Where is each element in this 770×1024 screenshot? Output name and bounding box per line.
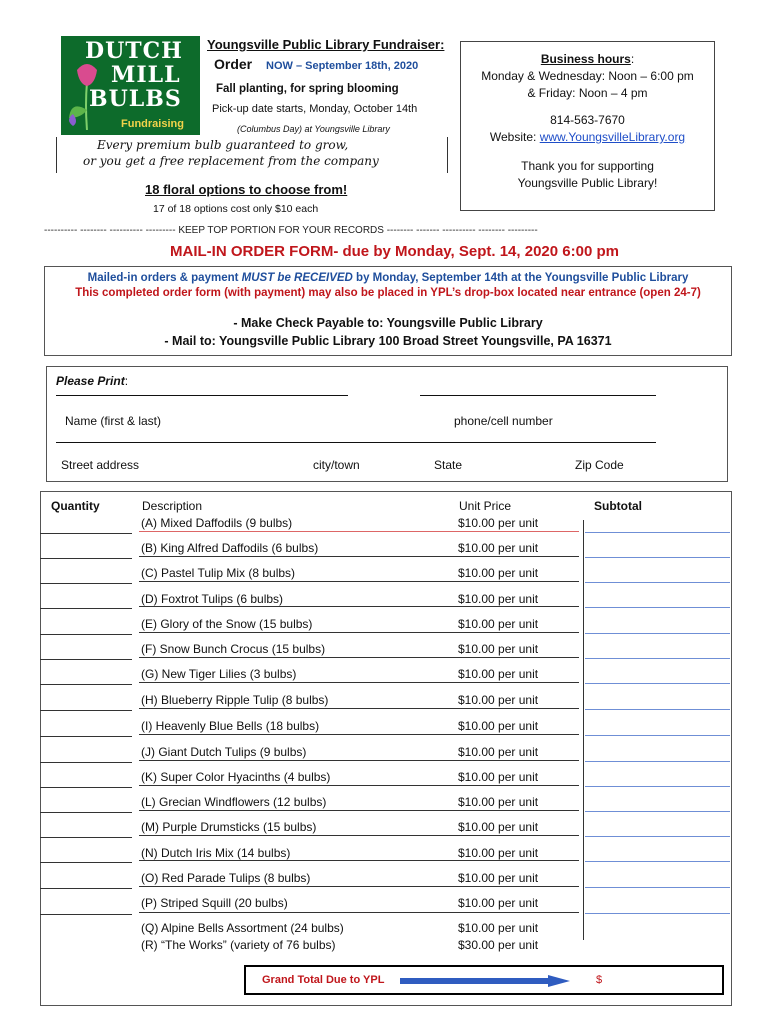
order-label: Order (214, 56, 253, 72)
name-field[interactable] (56, 395, 348, 396)
thanks-line-1: Thank you for supporting (521, 159, 654, 173)
row-description: (G) New Tiger Lilies (3 bulbs) (141, 667, 297, 681)
row-unit-price: $30.00 per unit (458, 938, 539, 952)
quantity-field[interactable] (40, 862, 132, 863)
website-link[interactable]: www.YoungsvilleLibrary.org (539, 130, 686, 144)
mail-in-title: MAIL-IN ORDER FORM- due by Monday, Sept. 14, 2020 6:00 pm (170, 243, 619, 260)
mail-to-line: - Mail to: Youngsville Public Library 100 Broad Street Youngsville, PA 16371 (164, 334, 612, 348)
row-unit-price: $10.00 per unit (458, 719, 539, 733)
row-unit-price: $10.00 per unit (458, 541, 539, 555)
subtotal-field[interactable] (585, 633, 730, 634)
subtotal-field[interactable] (585, 557, 730, 558)
row-unit-price: $10.00 per unit (458, 642, 539, 656)
subtotal-field[interactable] (585, 709, 730, 710)
row-divider (139, 835, 579, 836)
subtotal-field[interactable] (585, 913, 730, 914)
row-unit-price: $10.00 per unit (458, 516, 539, 530)
row-divider (139, 556, 579, 557)
row-description: (B) King Alfred Daffodils (6 bulbs) (141, 541, 319, 555)
quantity-field[interactable] (40, 608, 132, 609)
website-line: Website: www.YoungsvilleLibrary.org (489, 130, 686, 144)
subtotal-field[interactable] (585, 582, 730, 583)
row-unit-price: $10.00 per unit (458, 617, 539, 631)
pickup-date: Pick-up date starts, Monday, October 14th (212, 103, 418, 115)
row-description: (P) Striped Squill (20 bulbs) (141, 896, 288, 910)
row-description: (M) Purple Drumsticks (15 bulbs) (141, 820, 317, 834)
row-unit-price: $10.00 per unit (458, 795, 539, 809)
check-payable-line: - Make Check Payable to: Youngsville Public Library (233, 316, 543, 330)
row-description: (L) Grecian Windflowers (12 bulbs) (141, 795, 327, 809)
address-field[interactable] (56, 442, 656, 443)
city-label: city/town (313, 458, 360, 472)
mailed-orders-line: Mailed-in orders & payment MUST be RECEIVED by Monday, September 14th at the Youngsville Public Library (87, 272, 689, 284)
subtotal-field[interactable] (585, 607, 730, 608)
row-divider (139, 682, 579, 683)
guarantee-line-2: or you get a free replacement from the company (83, 154, 379, 168)
quantity-field[interactable] (40, 684, 132, 685)
subtotal-field[interactable] (585, 811, 730, 812)
subtotal-field[interactable] (585, 861, 730, 862)
unit-price-header: Unit Price (459, 499, 512, 513)
hours-line-1: Monday & Wednesday: Noon – 6:00 pm (481, 69, 694, 83)
guarantee-box (56, 137, 448, 173)
row-description: (K) Super Color Hyacinths (4 bulbs) (141, 770, 331, 784)
row-unit-price: $10.00 per unit (458, 667, 539, 681)
business-hours-title: Business hours: (540, 52, 635, 66)
dutch-mill-bulbs-logo (61, 36, 200, 135)
subtotal-field[interactable] (585, 887, 730, 888)
row-divider (139, 734, 579, 735)
subtotal-header: Subtotal (594, 499, 642, 513)
quantity-header: Quantity (51, 499, 100, 513)
row-description: (O) Red Parade Tulips (8 bulbs) (141, 871, 311, 885)
fall-planting: Fall planting, for spring blooming (216, 83, 399, 95)
grand-total-amount[interactable]: $ (596, 974, 603, 986)
subtotal-field[interactable] (585, 836, 730, 837)
quantity-field[interactable] (40, 787, 132, 788)
arrow-right-icon (400, 975, 570, 987)
row-unit-price: $10.00 per unit (458, 871, 539, 885)
row-description: (E) Glory of the Snow (15 bulbs) (141, 617, 313, 631)
subtotal-field[interactable] (585, 786, 730, 787)
zip-label: Zip Code (575, 458, 624, 472)
keep-top-portion-divider: ---------- -------- ---------- --------- KEEP TOP PORTION FOR YOUR RECORDS -------- ------- ---------- -------- --------- (44, 225, 538, 236)
subtotal-field[interactable] (585, 683, 730, 684)
quantity-field[interactable] (40, 762, 132, 763)
row-divider (139, 760, 579, 761)
row-description: (J) Giant Dutch Tulips (9 bulbs) (141, 745, 307, 759)
quantity-field[interactable] (40, 812, 132, 813)
state-label: State (434, 458, 463, 472)
row-divider (139, 632, 579, 633)
name-label: Name (first & last) (65, 414, 162, 428)
row-description: (Q) Alpine Bells Assortment (24 bulbs) (141, 921, 344, 935)
quantity-field[interactable] (40, 558, 132, 559)
quantity-field[interactable] (40, 583, 132, 584)
row-divider (139, 810, 579, 811)
business-hours-box (460, 41, 715, 211)
logo-word-dutch: DUTCH (85, 38, 183, 64)
floral-options-price-note: 17 of 18 options cost only $10 each (153, 203, 319, 215)
row-description: (D) Foxtrot Tulips (6 bulbs) (141, 592, 284, 606)
row-divider (139, 657, 579, 658)
row-description: (C) Pastel Tulip Mix (8 bulbs) (141, 566, 296, 580)
row-description: (I) Heavenly Blue Bells (18 bulbs) (141, 719, 320, 733)
row-unit-price: $10.00 per unit (458, 921, 539, 935)
row-description: (A) Mixed Daffodils (9 bulbs) (141, 516, 293, 530)
row-unit-price: $10.00 per unit (458, 896, 539, 910)
quantity-field[interactable] (40, 888, 132, 889)
quantity-field[interactable] (40, 837, 132, 838)
guarantee-line-1: Every premium bulb guaranteed to grow, (97, 138, 349, 152)
subtotal-field[interactable] (585, 735, 730, 736)
customer-info-box (46, 366, 728, 482)
row-divider (139, 886, 579, 887)
row-unit-price: $10.00 per unit (458, 592, 539, 606)
fundraiser-title: Youngsville Public Library Fundraiser: (207, 37, 445, 52)
quantity-field[interactable] (40, 659, 132, 660)
order-deadline: NOW – September 18th, 2020 (266, 60, 419, 72)
logo-tagline: Fundraising (121, 118, 184, 130)
row-divider (139, 860, 579, 861)
row-unit-price: $10.00 per unit (458, 745, 539, 759)
subtotal-field[interactable] (585, 532, 730, 533)
description-header: Description (142, 499, 203, 513)
row-divider (139, 785, 579, 786)
columbus-note: (Columbus Day) at Youngsville Library (237, 124, 390, 134)
quantity-field[interactable] (40, 914, 132, 915)
quantity-field[interactable] (40, 710, 132, 711)
row-divider (139, 606, 579, 607)
please-print-label: Please Print: (56, 374, 129, 388)
row-description: (H) Blueberry Ripple Tulip (8 bulbs) (141, 693, 329, 707)
hours-line-2: & Friday: Noon – 4 pm (527, 86, 648, 100)
floral-options-heading: 18 floral options to choose from! (145, 182, 348, 197)
row-divider (139, 912, 579, 913)
logo-word-bulbs: BULBS (89, 86, 182, 112)
street-label: Street address (61, 458, 140, 472)
row-unit-price: $10.00 per unit (458, 820, 539, 834)
quantity-field[interactable] (40, 533, 132, 534)
phone-label: phone/cell number (454, 414, 553, 428)
grand-total-label: Grand Total Due to YPL (262, 974, 385, 986)
logo-word-mill: MILL (111, 62, 181, 88)
phone-field[interactable] (420, 395, 656, 396)
row-unit-price: $10.00 per unit (458, 770, 539, 784)
thanks-line-2: Youngsville Public Library! (517, 176, 658, 190)
dropbox-line: This completed order form (with payment) may also be placed in YPL’s drop-box located near entrance (open 24-7) (75, 287, 701, 299)
row-divider (139, 708, 579, 709)
row-divider (139, 531, 579, 532)
subtotal-field[interactable] (585, 658, 730, 659)
subtotal-column-divider (583, 520, 584, 940)
row-unit-price: $10.00 per unit (458, 846, 539, 860)
row-unit-price: $10.00 per unit (458, 566, 539, 580)
row-unit-price: $10.00 per unit (458, 693, 539, 707)
row-description: (F) Snow Bunch Crocus (15 bulbs) (141, 642, 326, 656)
grand-total-box (244, 965, 724, 995)
tulip-icon (67, 60, 107, 130)
phone-number: 814-563-7670 (550, 113, 625, 127)
subtotal-field[interactable] (585, 761, 730, 762)
row-description: (R) “The Works” (variety of 76 bulbs) (141, 938, 336, 952)
quantity-field[interactable] (40, 634, 132, 635)
mail-in-instructions-box (44, 266, 732, 356)
row-divider (139, 581, 579, 582)
quantity-field[interactable] (40, 736, 132, 737)
row-description: (N) Dutch Iris Mix (14 bulbs) (141, 846, 291, 860)
